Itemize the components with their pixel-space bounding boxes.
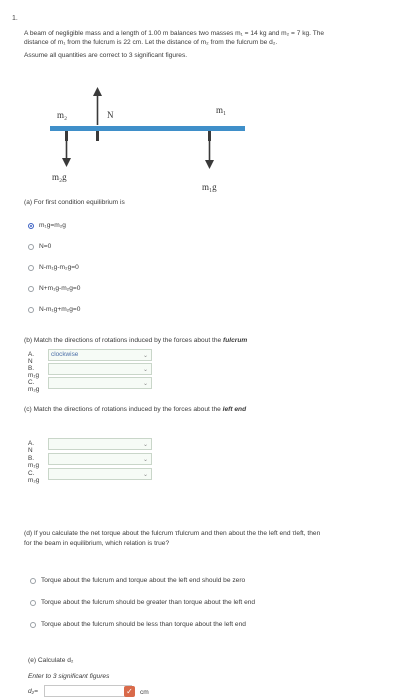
beam: [50, 126, 245, 131]
direction-select[interactable]: [48, 453, 152, 465]
part-c-prompt-text: (c) Match the directions of rotations induced by the forces about the: [24, 406, 221, 413]
part-e-prompt: (e) Calculate d₂: [28, 657, 74, 664]
chevron-down-icon: ⌄: [142, 353, 148, 359]
option-label: m₁g=m₂g: [39, 222, 66, 229]
chevron-down-icon: ⌄: [142, 472, 148, 478]
radio-button[interactable]: [28, 244, 34, 250]
partA-option-3[interactable]: [28, 284, 80, 293]
m1-hanger: [208, 131, 211, 141]
part-b-prompt-text: (b) Match the directions of rotations induced by the forces about the: [24, 337, 222, 344]
assume-note: Assume all quantities are correct to 3 significant figures.: [24, 52, 188, 59]
m2-hanger: [65, 131, 68, 141]
beam-diagram: [40, 80, 255, 198]
match-row-label: C. m₂g: [28, 379, 40, 393]
m1g-arrowhead: [205, 160, 214, 169]
m2-label: m₂: [57, 110, 68, 120]
d2-unit: cm: [140, 689, 149, 696]
part-a-options: [28, 221, 80, 326]
match-row-label: C. m₂g: [28, 470, 40, 484]
partA-option-0[interactable]: [28, 221, 80, 230]
partA-option-1[interactable]: [28, 242, 80, 251]
option-label: N-m₁g-m₂g=0: [39, 264, 79, 271]
m1g-label: m₁g: [202, 182, 217, 192]
direction-select[interactable]: [48, 377, 152, 389]
match-row-label: A. N: [28, 351, 35, 365]
beam-diagram-svg: [40, 80, 255, 198]
direction-select[interactable]: [48, 349, 152, 361]
option-label: Torque about the fulcrum should be less than torque about the left end: [41, 621, 246, 628]
part-e-hint: Enter to 3 significant figures: [28, 673, 110, 680]
chevron-down-icon: ⌄: [142, 457, 148, 463]
chevron-down-icon: ⌄: [142, 381, 148, 387]
radio-button[interactable]: [28, 265, 34, 271]
partA-option-4[interactable]: [28, 305, 80, 314]
option-label: N=0: [39, 243, 52, 250]
partD-option-0[interactable]: [30, 576, 255, 585]
option-label: N-m₁g+m₂g=0: [39, 306, 81, 313]
direction-select[interactable]: [48, 363, 152, 375]
part-c-prompt-emph: left end: [222, 406, 247, 413]
direction-select[interactable]: [48, 438, 152, 450]
partA-option-2[interactable]: [28, 263, 80, 272]
part-b-prompt-emph: fulcrum: [223, 337, 248, 344]
part-d-line-1: (d) If you calculate the net torque about the fulcrum τfulcrum and then about the the left end τleft, then: [24, 530, 321, 537]
m2g-label: m₂g: [52, 172, 67, 182]
radio-button[interactable]: [28, 223, 34, 229]
problem-line-1: A beam of negligible mass and a length of 1.00 m balances two masses m₁ = 14 kg and m₂ = 7 kg. The: [24, 30, 325, 37]
n-label: N: [107, 110, 114, 120]
option-label: Torque about the fulcrum should be greater than torque about the left end: [41, 599, 256, 606]
problem-line-2: distance of m₁ from the fulcrum is 22 cm. Let the distance of m₂ from the fulcrum be d₂.: [24, 39, 278, 46]
match-row-label: A. N: [28, 440, 35, 454]
d2-answer-input[interactable]: [44, 685, 132, 697]
match-row-label: B. m₁g: [28, 365, 40, 379]
partD-option-1[interactable]: [30, 598, 255, 607]
problem-statement: [24, 29, 409, 64]
radio-button[interactable]: [30, 578, 36, 584]
radio-button[interactable]: [28, 286, 34, 292]
part-c-prompt: [24, 405, 246, 414]
chevron-down-icon: ⌄: [142, 367, 148, 373]
m1-label: m₁: [216, 105, 227, 115]
part-d-line-2: for the beam in equilibrium, which relation is true?: [24, 540, 170, 547]
partD-option-2[interactable]: [30, 620, 255, 629]
normal-force-arrowhead: [93, 87, 102, 96]
radio-button[interactable]: [30, 600, 36, 606]
check-mark-icon: ✓: [124, 686, 135, 697]
radio-button[interactable]: [30, 622, 36, 628]
part-a-prompt: (a) For first condition equilibrium is: [24, 199, 125, 206]
radio-button[interactable]: [28, 307, 34, 313]
direction-select-value: clockwise: [51, 351, 79, 358]
m2g-arrowhead: [62, 158, 71, 167]
d2-label: d₂=: [28, 688, 39, 695]
question-number: 1.: [12, 15, 18, 22]
chevron-down-icon: ⌄: [142, 442, 148, 448]
option-label: N+m₁g-m₂g=0: [39, 285, 81, 292]
part-b-prompt: [24, 336, 247, 345]
direction-select[interactable]: [48, 468, 152, 480]
match-row-label: B. m₁g: [28, 455, 40, 469]
part-d-options: [30, 576, 255, 642]
option-label: Torque about the fulcrum and torque about the left end should be zero: [41, 577, 246, 584]
fulcrum: [96, 131, 99, 141]
